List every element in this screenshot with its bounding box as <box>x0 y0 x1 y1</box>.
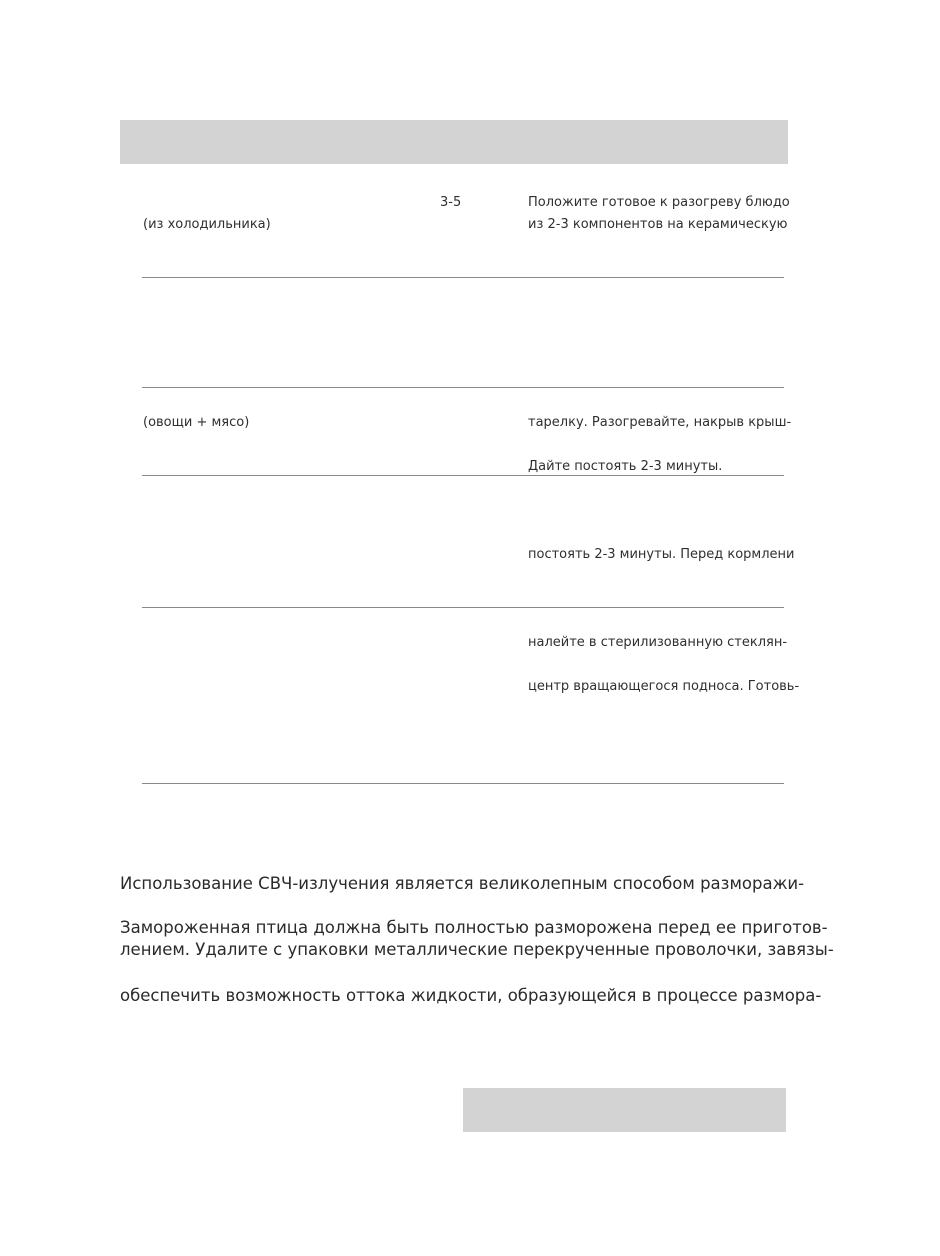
table-row-divider <box>142 475 784 476</box>
table-cell-instruction: из 2-3 компонентов на керамическую <box>528 217 788 232</box>
table-cell-instruction: центр вращающегося подноса. Готовь- <box>528 679 800 694</box>
table-cell-dish: (овощи + мясо) <box>143 415 250 430</box>
table-row-divider <box>142 607 784 608</box>
table-row-divider <box>142 387 784 388</box>
table-cell-instruction: Положите готовое к разогреву блюдо <box>528 195 790 210</box>
body-text-line: обеспечить возможность оттока жидкости, образующейся в процессе размора- <box>120 986 822 1005</box>
table-row-divider <box>142 277 784 278</box>
table-cell-instruction: постоять 2-3 минуты. Перед кормлени <box>528 547 795 562</box>
table-cell-instruction: налейте в стерилизованную стеклян- <box>528 635 788 650</box>
table-row-divider <box>142 783 784 784</box>
body-text-line: лением. Удалите с упаковки металлические перекрученные проволочки, завязы- <box>120 940 834 959</box>
body-text-line: Замороженная птица должна быть полностью разморожена перед ее приготов- <box>120 918 828 937</box>
body-text-line: Использование СВЧ-излучения является великолепным способом разморажи- <box>120 874 805 893</box>
table-cell-instruction: тарелку. Разогревайте, накрыв крыш- <box>528 415 792 430</box>
table-cell-dish: (из холодильника) <box>143 217 271 232</box>
table-cell-time: 3-5 <box>440 195 462 210</box>
table-header-band <box>120 120 788 164</box>
footer-band <box>463 1088 786 1132</box>
table-cell-instruction: Дайте постоять 2-3 минуты. <box>528 459 723 474</box>
